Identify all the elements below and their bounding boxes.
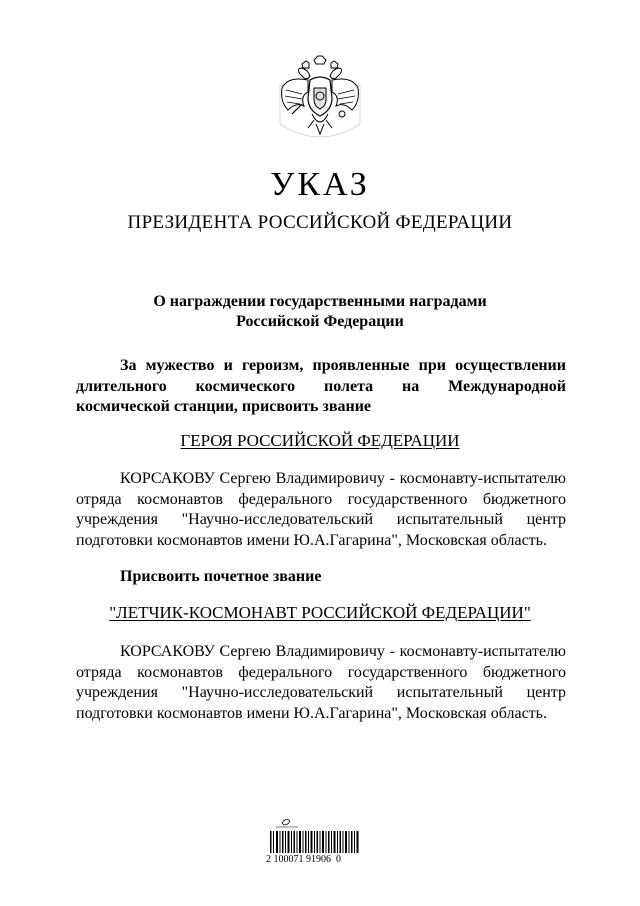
award-intro	[76, 567, 566, 588]
subject-line: Российской Федерации	[236, 313, 404, 330]
paragraph-line: учреждения "Научно-исследовательский испытательный центр	[76, 511, 566, 528]
barcode-number: 2 100071 91906 0	[266, 854, 341, 865]
paragraph-line: подготовки космонавтов имени Ю.А.Гагарина", Московская область.	[76, 531, 547, 549]
barcode-icon	[268, 813, 378, 883]
award-title-cosmonaut: "ЛЕТЧИК-КОСМОНАВТ РОССИЙСКОЙ ФЕДЕРАЦИИ"	[109, 603, 531, 622]
paragraph-line: За мужество и героизм, проявленные при осуществлении	[120, 357, 566, 374]
paragraph-line: отряда космонавтов федерального государственного бюджетного	[76, 663, 566, 681]
preamble-paragraph	[76, 356, 566, 418]
award-recipient-paragraph	[76, 642, 566, 724]
paragraph-line: длительного космического полета на Международной	[76, 377, 566, 395]
award-title-hero: ГЕРОЯ РОССИЙСКОЙ ФЕДЕРАЦИИ	[180, 431, 460, 450]
award-recipient-paragraph	[76, 469, 566, 551]
subject-heading	[0, 292, 640, 332]
paragraph-line: КОРСАКОВУ Сергею Владимировичу - космонавту-испытателю	[120, 470, 566, 487]
subject-line: О награждении государственными наградами	[153, 293, 487, 310]
paragraph-line: учреждения "Научно-исследовательский испытательный центр	[76, 684, 566, 701]
paragraph-line: Присвоить почетное звание	[120, 568, 322, 585]
paragraph-line: КОРСАКОВУ Сергею Владимировичу - космонавту-испытателю	[120, 643, 566, 660]
paragraph-line: подготовки космонавтов имени Ю.А.Гагарина", Московская область.	[76, 704, 547, 722]
coat-of-arms-icon	[278, 54, 362, 144]
paragraph-line: космической станции, присвоить звание	[76, 398, 372, 415]
paragraph-line: отряда космонавтов федерального государственного бюджетного	[76, 490, 566, 508]
document-subtitle: ПРЕЗИДЕНТА РОССИЙСКОЙ ФЕДЕРАЦИИ	[127, 212, 513, 233]
document-title: УКАЗ	[270, 166, 370, 203]
